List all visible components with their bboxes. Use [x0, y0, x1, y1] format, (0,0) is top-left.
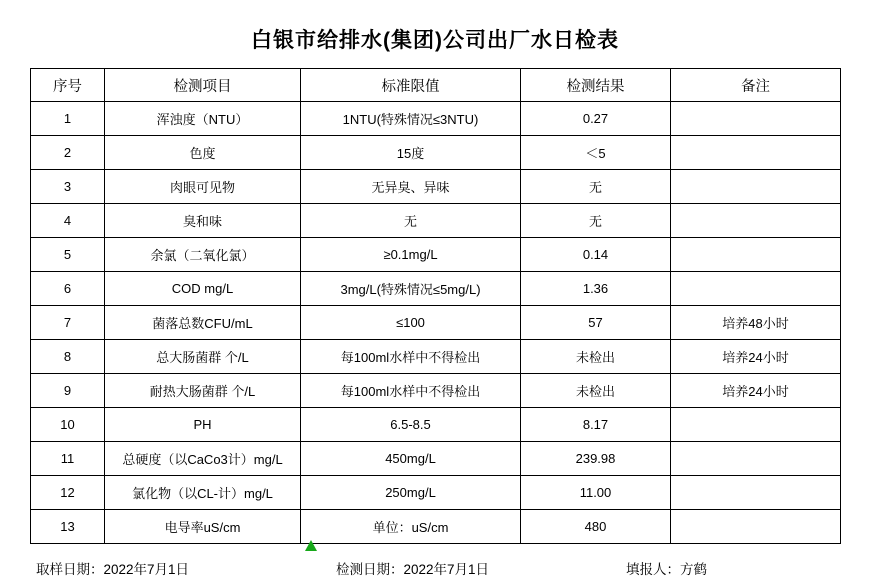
row-no: 7	[31, 306, 105, 340]
table-row	[31, 170, 841, 204]
table-row	[31, 510, 841, 544]
row-item: 色度	[105, 136, 301, 170]
table-header-row	[31, 69, 841, 102]
row-item: 菌落总数CFU/mL	[105, 306, 301, 340]
row-note	[671, 170, 841, 204]
row-limit: ≤100	[301, 306, 521, 340]
row-limit: 6.5-8.5	[301, 408, 521, 442]
page-title: 白银市给排水(集团)公司出厂水日检表	[251, 29, 619, 52]
row-item: 浑浊度（NTU）	[105, 102, 301, 136]
column-header-no: 序号	[31, 69, 105, 102]
row-note	[671, 238, 841, 272]
row-note	[671, 408, 841, 442]
row-item: 耐热大肠菌群 个/L	[105, 374, 301, 408]
row-note	[671, 510, 841, 544]
row-note	[671, 204, 841, 238]
row-limit: ≥0.1mg/L	[301, 238, 521, 272]
row-item: 总硬度（以CaCo3计）mg/L	[105, 442, 301, 476]
report-table-container	[0, 68, 870, 544]
reporter-name: 填报人：方鹤	[626, 562, 707, 577]
water-quality-table	[30, 68, 841, 544]
row-no: 9	[31, 374, 105, 408]
row-item: PH	[105, 408, 301, 442]
row-no: 4	[31, 204, 105, 238]
row-no: 8	[31, 340, 105, 374]
row-no: 12	[31, 476, 105, 510]
row-item: COD mg/L	[105, 272, 301, 306]
column-header-note: 备注	[671, 69, 841, 102]
table-row	[31, 204, 841, 238]
row-item: 电导率uS/cm	[105, 510, 301, 544]
row-result: 8.17	[521, 408, 671, 442]
row-note	[671, 136, 841, 170]
row-result: 1.36	[521, 272, 671, 306]
row-result: 未检出	[521, 374, 671, 408]
row-limit: 无	[301, 204, 521, 238]
row-limit: 每100ml水样中不得检出	[301, 340, 521, 374]
row-note: 培养24小时	[671, 340, 841, 374]
row-limit: 15度	[301, 136, 521, 170]
table-row	[31, 340, 841, 374]
row-limit: 250mg/L	[301, 476, 521, 510]
row-item: 氯化物（以CL-计）mg/L	[105, 476, 301, 510]
row-note	[671, 442, 841, 476]
row-item: 总大肠菌群 个/L	[105, 340, 301, 374]
row-limit: 1NTU(特殊情况≤3NTU)	[301, 102, 521, 136]
row-no: 13	[31, 510, 105, 544]
testing-date: 检测日期：2022年7月1日	[336, 562, 490, 577]
table-row	[31, 272, 841, 306]
row-note: 培养24小时	[671, 374, 841, 408]
row-note	[671, 272, 841, 306]
row-item: 余氯（二氧化氯）	[105, 238, 301, 272]
row-result: 57	[521, 306, 671, 340]
table-row	[31, 442, 841, 476]
row-no: 5	[31, 238, 105, 272]
row-no: 6	[31, 272, 105, 306]
row-result: 11.00	[521, 476, 671, 510]
row-limit: 每100ml水样中不得检出	[301, 374, 521, 408]
row-result: 480	[521, 510, 671, 544]
table-row	[31, 136, 841, 170]
row-note	[671, 476, 841, 510]
row-result: ＜5	[521, 136, 671, 170]
row-result: 未检出	[521, 340, 671, 374]
mouse-cursor-icon	[305, 540, 317, 551]
row-note	[671, 102, 841, 136]
column-header-item: 检测项目	[105, 69, 301, 102]
row-no: 3	[31, 170, 105, 204]
row-result: 无	[521, 170, 671, 204]
row-item: 肉眼可见物	[105, 170, 301, 204]
table-row	[31, 238, 841, 272]
row-limit: 3mg/L(特殊情况≤5mg/L)	[301, 272, 521, 306]
table-row	[31, 306, 841, 340]
table-row	[31, 102, 841, 136]
column-header-limit: 标准限值	[301, 69, 521, 102]
row-result: 无	[521, 204, 671, 238]
row-item: 臭和味	[105, 204, 301, 238]
row-result: 0.27	[521, 102, 671, 136]
row-result: 0.14	[521, 238, 671, 272]
row-no: 10	[31, 408, 105, 442]
row-no: 11	[31, 442, 105, 476]
table-row	[31, 408, 841, 442]
row-limit: 单位：uS/cm	[301, 510, 521, 544]
row-note: 培养48小时	[671, 306, 841, 340]
footer	[0, 544, 870, 578]
row-no: 2	[31, 136, 105, 170]
sampling-date: 取样日期：2022年7月1日	[36, 562, 190, 577]
row-no: 1	[31, 102, 105, 136]
table-row	[31, 374, 841, 408]
table-row	[31, 476, 841, 510]
table-body	[31, 102, 841, 544]
row-limit: 450mg/L	[301, 442, 521, 476]
row-limit: 无异臭、异味	[301, 170, 521, 204]
column-header-result: 检测结果	[521, 69, 671, 102]
row-result: 239.98	[521, 442, 671, 476]
